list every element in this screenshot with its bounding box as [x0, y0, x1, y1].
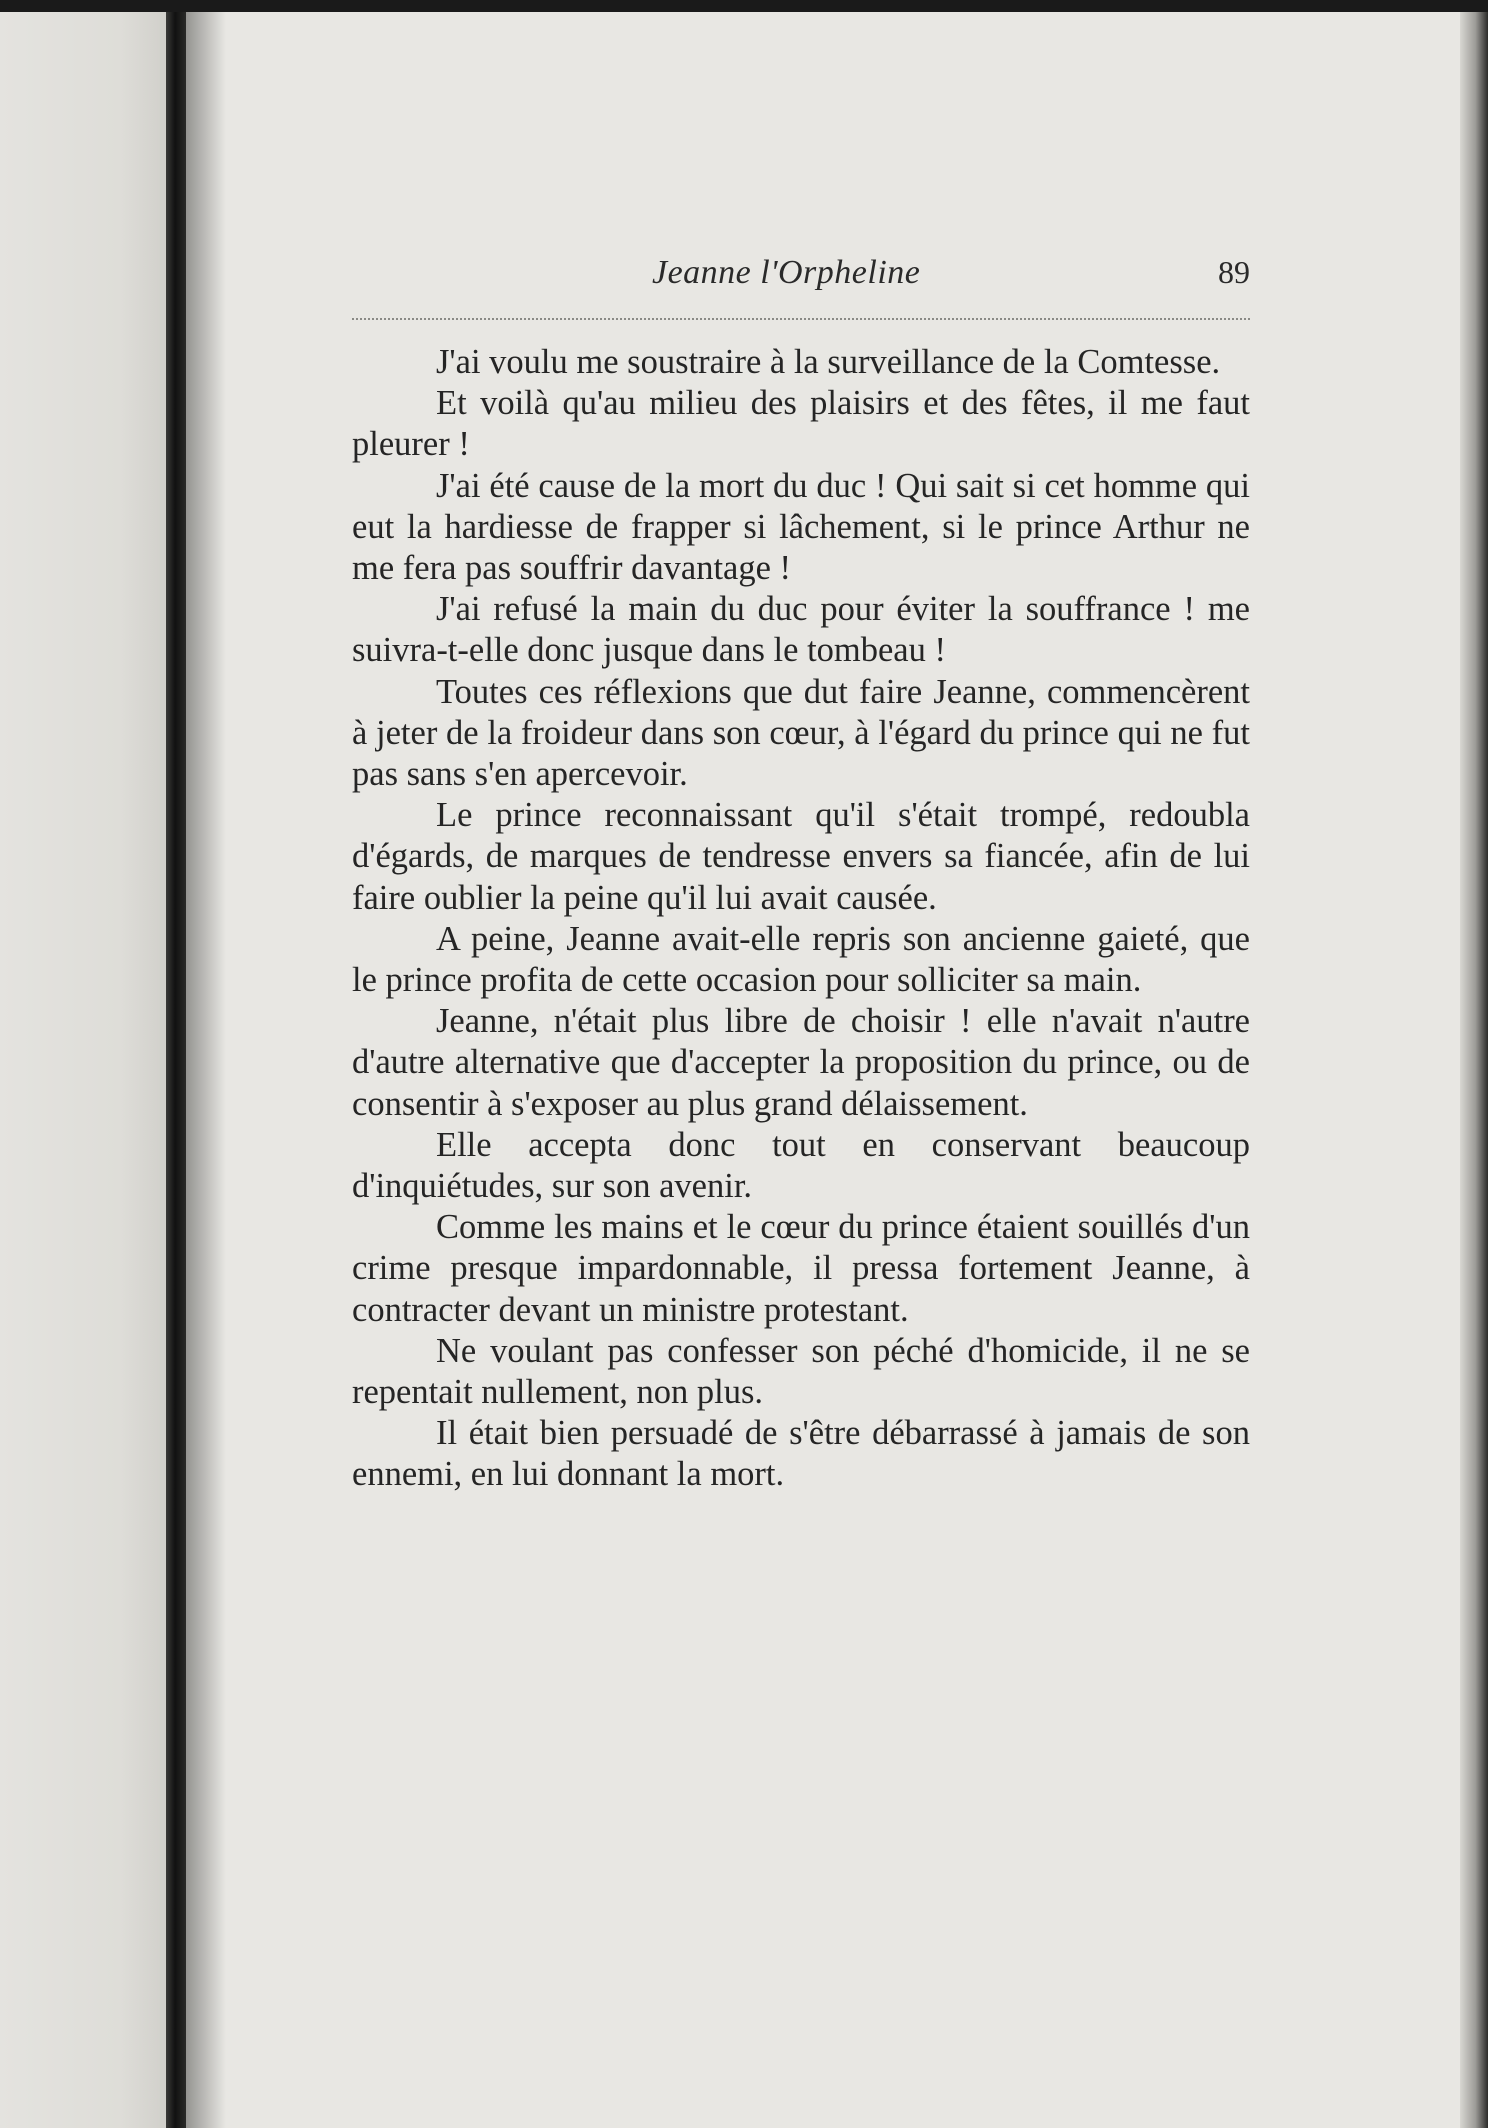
page-right-edge: [1460, 12, 1488, 2128]
paragraph: Comme les mains et le cœur du prince étaient souillés d'un crime presque impardonnable, il pressa fortement Jeanne, à contracter devant un ministre protestant.: [352, 1208, 1250, 1329]
paragraph: Et voilà qu'au milieu des plaisirs et des fêtes, il me faut pleurer !: [352, 384, 1250, 464]
paragraph: Ne voulant pas confesser son péché d'homicide, il ne se repentait nullement, non plus.: [352, 1331, 1250, 1412]
paragraph: Jeanne, n'était plus libre de choisir ! elle n'avait n'autre d'autre alternative que d'accepter la proposition du prince, ou de consentir à s'exposer au plus grand délaissement.: [352, 1002, 1250, 1123]
paragraph: J'ai été cause de la mort du duc ! Qui sait si cet homme qui eut la hardiesse de frapper si lâchement, si le prince Arthur ne me fera pas souffrir davantage !: [352, 466, 1250, 588]
paragraph: Il était bien persuadé de s'être débarrassé à jamais de son ennemi, en lui donnant la mort.: [352, 1414, 1250, 1494]
paragraph: Toutes ces réflexions que dut faire Jeanne, commencèrent à jeter de la froideur dans son cœur, à l'égard du prince qui ne fut pas sans s'en apercevoir.: [352, 672, 1250, 794]
paragraph: Elle accepta donc tout en conservant beaucoup d'inquiétudes, sur son avenir.: [352, 1125, 1250, 1206]
body-text: [352, 342, 1250, 1496]
paragraph: J'ai voulu me soustraire à la surveillance de la Comtesse.: [436, 343, 1221, 381]
running-header: [352, 250, 1250, 302]
running-title: Jeanne l'Orpheline: [652, 254, 921, 291]
header-rule: [352, 318, 1250, 320]
page-number: 89: [1218, 254, 1250, 290]
left-facing-page: [0, 12, 172, 2128]
book-gutter: [166, 12, 186, 2128]
paragraph: J'ai refusé la main du duc pour éviter la souffrance ! me suivra-t-elle donc jusque dans le tombeau !: [352, 590, 1250, 670]
paragraph: A peine, Jeanne avait-elle repris son ancienne gaieté, que le prince profita de cette occasion pour solliciter sa main.: [352, 919, 1250, 1000]
paragraph: Le prince reconnaissant qu'il s'était trompé, redoubla d'égards, de marques de tendresse envers sa fiancée, afin de lui faire oublier la peine qu'il lui avait causée.: [352, 796, 1250, 917]
gutter-shadow: [186, 12, 226, 2128]
top-scan-edge: [0, 0, 1488, 12]
